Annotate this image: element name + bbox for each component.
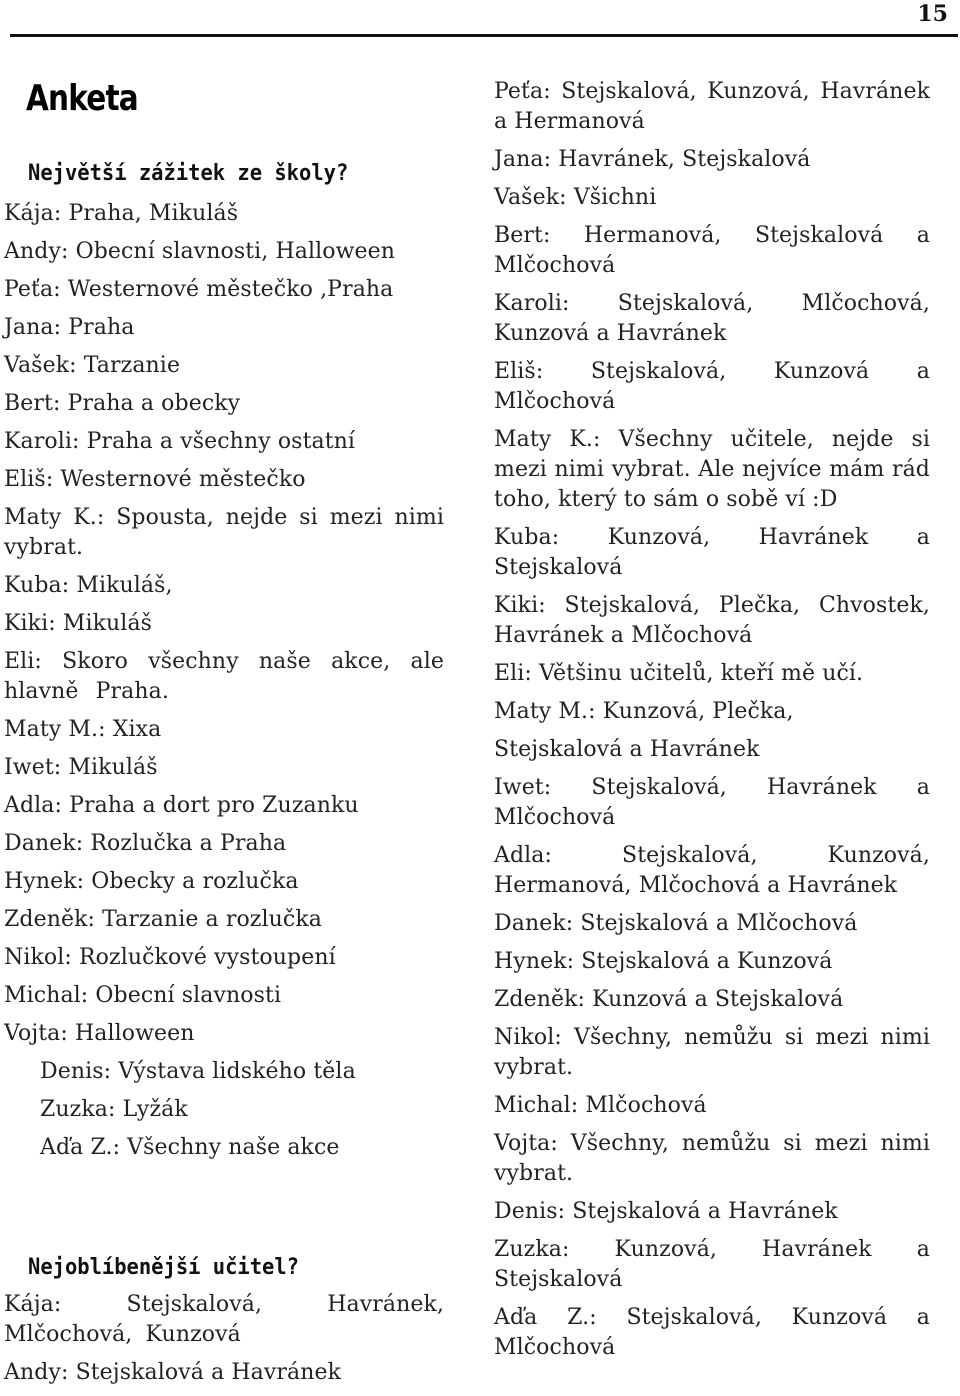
list-item: Danek: Rozlučka a Praha	[4, 831, 287, 856]
page-title: Anketa	[26, 78, 138, 119]
list-item: Maty K.: Všechny učitele, nejde si mezi nimi vybrat. Ale nejvíce mám rád toho, který to sám o sobě ví :D	[494, 427, 930, 512]
list-item: Kiki: Stejskalová, Plečka, Chvostek, Havránek a Mlčochová	[494, 593, 930, 648]
list-item: Hynek: Obecky a rozlučka	[4, 869, 299, 894]
list-item: Zuzka: Lyžák	[40, 1097, 188, 1122]
list-item: Nikol: Rozlučkové vystoupení	[4, 945, 336, 970]
list-item: Vašek: Tarzanie	[4, 353, 181, 378]
list-item: Adla: Stejskalová, Kunzová, Hermanová, Mlčochová a Havránek	[494, 843, 930, 898]
list-item: Karoli: Praha a všechny ostatní	[4, 429, 356, 454]
list-item: Aďa Z.: Všechny naše akce	[40, 1135, 340, 1160]
list-item: Iwet: Mikuláš	[4, 755, 158, 780]
list-item: Zdeněk: Kunzová a Stejskalová	[494, 987, 844, 1012]
list-item: Eliš: Stejskalová, Kunzová a Mlčochová	[494, 359, 930, 414]
list-item: Peťa: Stejskalová, Kunzová, Havránek a Hermanová	[494, 79, 930, 134]
list-item: Aďa Z.: Stejskalová, Kunzová a Mlčochová	[494, 1305, 930, 1360]
list-item: Andy: Obecní slavnosti, Halloween	[4, 239, 396, 264]
list-item: Eli: Většinu učitelů, kteří mě učí.	[494, 661, 864, 686]
list-item: Nikol: Všechny, nemůžu si mezi nimi vybrat.	[494, 1025, 930, 1080]
list-item: Maty M.: Kunzová, Plečka,	[494, 699, 794, 724]
list-item: Hynek: Stejskalová a Kunzová	[494, 949, 833, 974]
section2-list-left	[4, 1290, 444, 1396]
list-item: Michal: Obecní slavnosti	[4, 983, 282, 1008]
list-item: Adla: Praha a dort pro Zuzanku	[4, 793, 359, 818]
list-item: Karoli: Stejskalová, Mlčochová, Kunzová a Havránek	[494, 291, 930, 346]
list-item: Jana: Praha	[4, 315, 135, 340]
list-item: Vojta: Halloween	[4, 1021, 195, 1046]
list-item: Maty M.: Xixa	[4, 717, 162, 742]
page-number: 15	[917, 1, 948, 27]
section1-list	[4, 199, 444, 1171]
list-item: Peťa: Westernové městečko ,Praha	[4, 277, 394, 302]
list-item: Denis: Výstava lidského těla	[40, 1059, 356, 1084]
list-item: Kája: Praha, Mikuláš	[4, 201, 239, 226]
list-item: Bert: Praha a obecky	[4, 391, 241, 416]
list-item: Zuzka: Kunzová, Havránek a Stejskalová	[494, 1237, 930, 1292]
section2-heading: Nejoblíbenější učitel?	[28, 1255, 300, 1280]
list-item: Stejskalová a Havránek	[494, 737, 760, 762]
list-item: Kiki: Mikuláš	[4, 611, 153, 636]
header-rule	[10, 34, 958, 37]
list-item: Eliš: Westernové městečko	[4, 467, 306, 492]
list-item: Bert: Hermanová, Stejskalová a Mlčochová	[494, 223, 930, 278]
list-item: Andy: Stejskalová a Havránek	[4, 1360, 342, 1385]
section2-list-right	[494, 77, 930, 1371]
list-item: Kuba: Mikuláš,	[4, 573, 173, 598]
list-item: Vojta: Všechny, nemůžu si mezi nimi vybrat.	[494, 1131, 930, 1186]
list-item: Kuba: Kunzová, Havránek a Stejskalová	[494, 525, 930, 580]
list-item: Jana: Havránek, Stejskalová	[494, 147, 811, 172]
section1-heading: Největší zážitek ze školy?	[28, 161, 349, 186]
list-item: Vašek: Všichni	[494, 185, 657, 210]
list-item: Eli: Skoro všechny naše akce, ale hlavně Praha.	[4, 649, 444, 704]
list-item: Maty K.: Spousta, nejde si mezi nimi vybrat.	[4, 505, 444, 560]
list-item: Kája: Stejskalová, Havránek, Mlčochová, Kunzová	[4, 1292, 444, 1347]
list-item: Denis: Stejskalová a Havránek	[494, 1199, 838, 1224]
list-item: Danek: Stejskalová a Mlčochová	[494, 911, 858, 936]
list-item: Michal: Mlčochová	[494, 1093, 707, 1118]
list-item: Zdeněk: Tarzanie a rozlučka	[4, 907, 322, 932]
list-item: Iwet: Stejskalová, Havránek a Mlčochová	[494, 775, 930, 830]
